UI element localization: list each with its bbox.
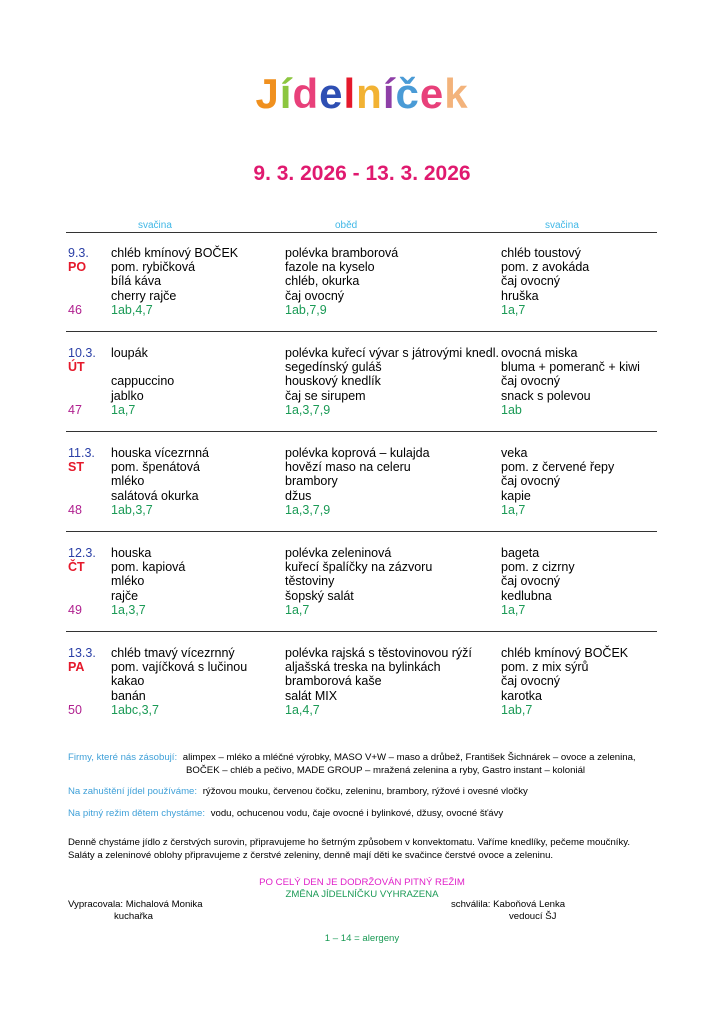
allergen-codes: 1a,3,7,9 bbox=[285, 502, 331, 517]
snack-afternoon-item: kedlubna bbox=[501, 588, 552, 603]
info-paragraph-line-1: Denně chystáme jídlo z čerstvých surovin, připravujeme ho šetrným způsobem v konvektomatu. Vaříme knedlíky, pečeme moučníky. bbox=[68, 837, 631, 848]
allergen-codes: 1a,3,7 bbox=[111, 602, 146, 617]
divider bbox=[66, 431, 657, 432]
snack-afternoon-item: hruška bbox=[501, 288, 539, 303]
day-abbreviation: ST bbox=[68, 460, 84, 475]
snack-morning-item: cappuccino bbox=[111, 374, 175, 389]
snack-afternoon-item: pom. z mix sýrů bbox=[501, 660, 589, 675]
divider bbox=[66, 631, 657, 632]
lunch-item: chléb, okurka bbox=[285, 274, 360, 289]
info-paragraph-line-2: Saláty a zeleninové oblohy připravujeme z čerstvé zeleniny, denně mají děti ke svačince čerstvé ovoce a zeleninu. bbox=[68, 850, 554, 861]
day-number: 47 bbox=[68, 402, 82, 417]
lunch-item: čaj se sirupem bbox=[285, 388, 366, 403]
lunch-item: fazole na kyselo bbox=[285, 260, 375, 275]
day-date: 9.3. bbox=[68, 246, 89, 260]
snack-morning-item: houska vícezrnná bbox=[111, 446, 209, 460]
divider bbox=[66, 331, 657, 332]
day-abbreviation: PA bbox=[68, 660, 85, 675]
lunch-item: aljašská treska na bylinkách bbox=[285, 660, 441, 675]
snack-afternoon-item: ovocná miska bbox=[501, 346, 578, 360]
snack-afternoon-item: čaj ovocný bbox=[501, 274, 561, 289]
prepared-by-role: kuchařka bbox=[114, 911, 153, 922]
snack-afternoon-item: veka bbox=[501, 446, 528, 460]
lunch-item: segedínský guláš bbox=[285, 360, 382, 375]
lunch-item: polévka bramborová bbox=[285, 246, 399, 260]
page-title bbox=[0, 70, 724, 118]
lunch-item: houskový knedlík bbox=[285, 374, 381, 389]
thickening-label: Na zahuštění jídel používáme: bbox=[68, 786, 198, 797]
snack-afternoon-item: pom. z avokáda bbox=[501, 260, 590, 275]
snack-morning-item: chléb tmavý vícezrnný bbox=[111, 646, 235, 660]
snack-morning-item: salátová okurka bbox=[111, 488, 199, 503]
lunch-item: polévka kuřecí vývar s játrovými knedl. bbox=[285, 346, 499, 360]
allergen-legend: 1 – 14 = alergeny bbox=[324, 933, 400, 944]
title-letter: č bbox=[395, 70, 420, 117]
snack-morning-item: pom. vajíčková s lučinou bbox=[111, 660, 248, 675]
allergen-codes: 1a,7 bbox=[501, 302, 526, 317]
allergen-codes: 1a,4,7 bbox=[285, 702, 320, 717]
title-letter: í bbox=[279, 70, 293, 117]
snack-morning-item: loupák bbox=[111, 346, 148, 360]
lunch-item: čaj ovocný bbox=[285, 288, 345, 303]
suppliers-block bbox=[68, 751, 636, 765]
allergen-codes: 1a,3,7,9 bbox=[285, 402, 331, 417]
snack-afternoon-item: bluma + pomeranč + kiwi bbox=[501, 360, 640, 375]
day-abbreviation: ČT bbox=[68, 560, 85, 575]
snack-morning-item: pom. rybičková bbox=[111, 260, 196, 275]
day-date: 13.3. bbox=[68, 646, 96, 660]
snack-afternoon-item: pom. z červené řepy bbox=[501, 460, 615, 475]
snack-morning-item: pom. špenátová bbox=[111, 460, 200, 475]
column-header-lunch: oběd bbox=[335, 220, 358, 231]
allergen-codes: 1a,7 bbox=[111, 402, 136, 417]
snack-afternoon-item: karotka bbox=[501, 688, 542, 703]
title-letter: d bbox=[292, 70, 320, 117]
title-letter: í bbox=[382, 70, 396, 117]
allergen-codes: 1ab bbox=[501, 402, 522, 417]
allergen-codes: 1ab,7,9 bbox=[285, 302, 327, 317]
allergen-codes: 1ab,7 bbox=[501, 702, 533, 717]
title-letter: e bbox=[319, 70, 344, 117]
snack-morning-item: houska bbox=[111, 546, 152, 560]
day-row bbox=[0, 546, 724, 636]
title-letter: J bbox=[255, 70, 280, 117]
day-abbreviation: ÚT bbox=[68, 360, 85, 375]
day-row bbox=[0, 446, 724, 536]
snack-morning-item: pom. kapiová bbox=[111, 560, 186, 575]
lunch-item: polévka zeleninová bbox=[285, 546, 392, 560]
lunch-item: polévka koprová – kulajda bbox=[285, 446, 430, 460]
thickening-text: rýžovou mouku, červenou čočku, zeleninu, brambory, rýžové i ovesné vločky bbox=[202, 786, 528, 797]
snack-afternoon-item: snack s polevou bbox=[501, 388, 591, 403]
day-number: 46 bbox=[68, 302, 82, 317]
drinks-block bbox=[68, 807, 503, 821]
snack-afternoon-item: čaj ovocný bbox=[501, 574, 561, 589]
title-letter: k bbox=[444, 70, 469, 117]
thickening-block bbox=[68, 785, 528, 799]
snack-morning-item: rajče bbox=[111, 588, 139, 603]
day-number: 49 bbox=[68, 602, 82, 617]
day-number: 50 bbox=[68, 702, 82, 717]
suppliers-text-2: BOČEK – chléb a pečivo, MADE GROUP – mražená zelenina a ryby, Gastro instant – koloniál bbox=[186, 765, 586, 776]
snack-morning-item: mléko bbox=[111, 574, 145, 589]
lunch-item: salát MIX bbox=[285, 688, 338, 703]
snack-afternoon-item: kapie bbox=[501, 488, 531, 503]
snack-afternoon-item: chléb kmínový BOČEK bbox=[501, 646, 629, 660]
lunch-item: džus bbox=[285, 488, 312, 503]
column-header-snack-afternoon: svačina bbox=[545, 220, 579, 231]
allergen-codes: 1a,7 bbox=[501, 602, 526, 617]
snack-morning-item: mléko bbox=[111, 474, 145, 489]
divider bbox=[66, 232, 657, 233]
approved-by-role: vedoucí ŠJ bbox=[509, 911, 557, 922]
day-row bbox=[0, 646, 724, 736]
snack-afternoon-item: pom. z cizrny bbox=[501, 560, 575, 575]
snack-morning-item: cherry rajče bbox=[111, 288, 177, 303]
date-range: 9. 3. 2026 - 13. 3. 2026 bbox=[253, 162, 471, 185]
column-header-snack-morning: svačina bbox=[138, 220, 172, 231]
snack-afternoon-item: chléb toustový bbox=[501, 246, 581, 260]
divider bbox=[66, 531, 657, 532]
snack-afternoon-item: čaj ovocný bbox=[501, 474, 561, 489]
lunch-item: polévka rajská s těstovinovou rýží bbox=[285, 646, 472, 660]
suppliers-text: alimpex – mléko a mléčné výrobky, MASO V+W – maso a drůbež, František Šichnárek – ovoce a zelenina, bbox=[182, 752, 636, 763]
menu-change-notice: ZMĚNA JÍDELNÍČKU VYHRAZENA bbox=[285, 889, 439, 900]
snack-morning-item: jablko bbox=[111, 388, 144, 403]
allergen-codes: 1a,7 bbox=[285, 602, 310, 617]
day-date: 12.3. bbox=[68, 546, 96, 560]
lunch-item: kuřecí špalíčky na zázvoru bbox=[285, 560, 433, 575]
suppliers-label: Firmy, které nás zásobují: bbox=[68, 752, 178, 763]
drinks-text: vodu, ochucenou vodu, čaje ovocné i bylinkové, džusy, ovocné šťávy bbox=[210, 808, 504, 819]
snack-afternoon-item: čaj ovocný bbox=[501, 374, 561, 389]
lunch-item: brambory bbox=[285, 474, 338, 489]
prepared-by: Vypracovala: Michalová Monika bbox=[68, 899, 203, 910]
day-row bbox=[0, 246, 724, 336]
lunch-item: šopský salát bbox=[285, 588, 354, 603]
approved-by: schválila: Kaboňová Lenka bbox=[451, 899, 566, 910]
snack-morning-item: banán bbox=[111, 688, 146, 703]
drinking-notice: PO CELÝ DEN JE DODRŽOVÁN PITNÝ REŽIM bbox=[259, 877, 465, 888]
day-date: 11.3. bbox=[68, 446, 95, 460]
day-row bbox=[0, 346, 724, 436]
day-date: 10.3. bbox=[68, 346, 96, 360]
lunch-item: hovězí maso na celeru bbox=[285, 460, 411, 475]
allergen-codes: 1abc,3,7 bbox=[111, 702, 159, 717]
allergen-codes: 1ab,4,7 bbox=[111, 302, 153, 317]
snack-afternoon-item: bageta bbox=[501, 546, 540, 560]
snack-afternoon-item: čaj ovocný bbox=[501, 674, 561, 689]
drinks-label: Na pitný režim dětem chystáme: bbox=[68, 808, 206, 819]
title-letter: n bbox=[356, 70, 383, 117]
title-letter: l bbox=[343, 70, 357, 117]
day-number: 48 bbox=[68, 502, 82, 517]
lunch-item: bramborová kaše bbox=[285, 674, 382, 689]
snack-morning-item: bílá káva bbox=[111, 274, 162, 289]
allergen-codes: 1ab,3,7 bbox=[111, 502, 153, 517]
title-letter: e bbox=[419, 70, 445, 117]
lunch-item: těstoviny bbox=[285, 574, 335, 589]
snack-morning-item: kakao bbox=[111, 674, 145, 689]
allergen-codes: 1a,7 bbox=[501, 502, 526, 517]
day-abbreviation: PO bbox=[68, 260, 87, 275]
snack-morning-item: chléb kmínový BOČEK bbox=[111, 246, 239, 260]
